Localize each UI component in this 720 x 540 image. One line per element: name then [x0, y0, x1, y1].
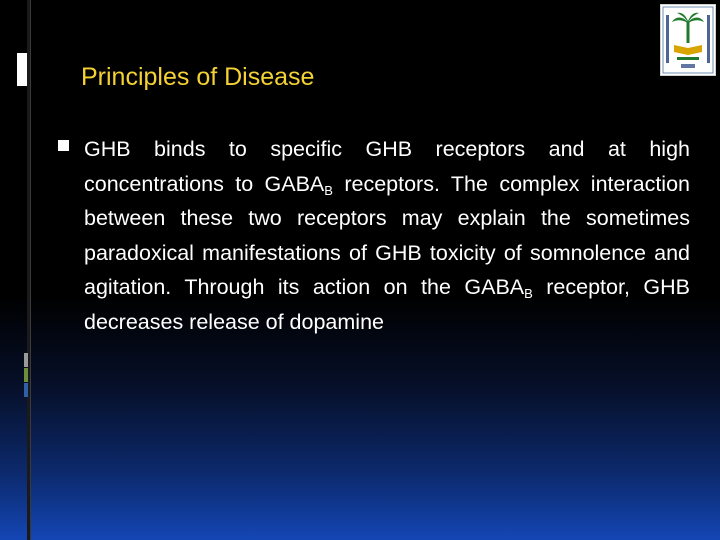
subscript-b: B	[524, 286, 533, 301]
side-mark-green	[24, 368, 28, 382]
corner-accent-block	[17, 53, 27, 86]
bullet-text-part-3: receptor, GHB decreases release of dopamine	[84, 275, 690, 334]
subscript-b: B	[324, 182, 333, 198]
bullet-paragraph	[58, 132, 690, 339]
side-mark-blue	[24, 383, 28, 397]
left-decorative-rule	[30, 0, 31, 540]
square-bullet-icon	[58, 140, 69, 151]
side-mark-gray	[24, 353, 28, 367]
university-emblem-icon	[661, 5, 715, 75]
bullet-text-part-1: GHB binds to specific GHB receptors and at high concentrations to GABA	[84, 137, 690, 196]
slide-title: Principles of Disease	[81, 63, 315, 91]
bullet-text-part-2: receptors. The complex interaction between these two receptors may explain the sometimes paradoxical manifestations of GHB toxicity of somnolence and agitation. Through its action on the GABA	[84, 171, 690, 299]
bullet-list	[58, 132, 690, 339]
university-logo	[660, 4, 716, 76]
